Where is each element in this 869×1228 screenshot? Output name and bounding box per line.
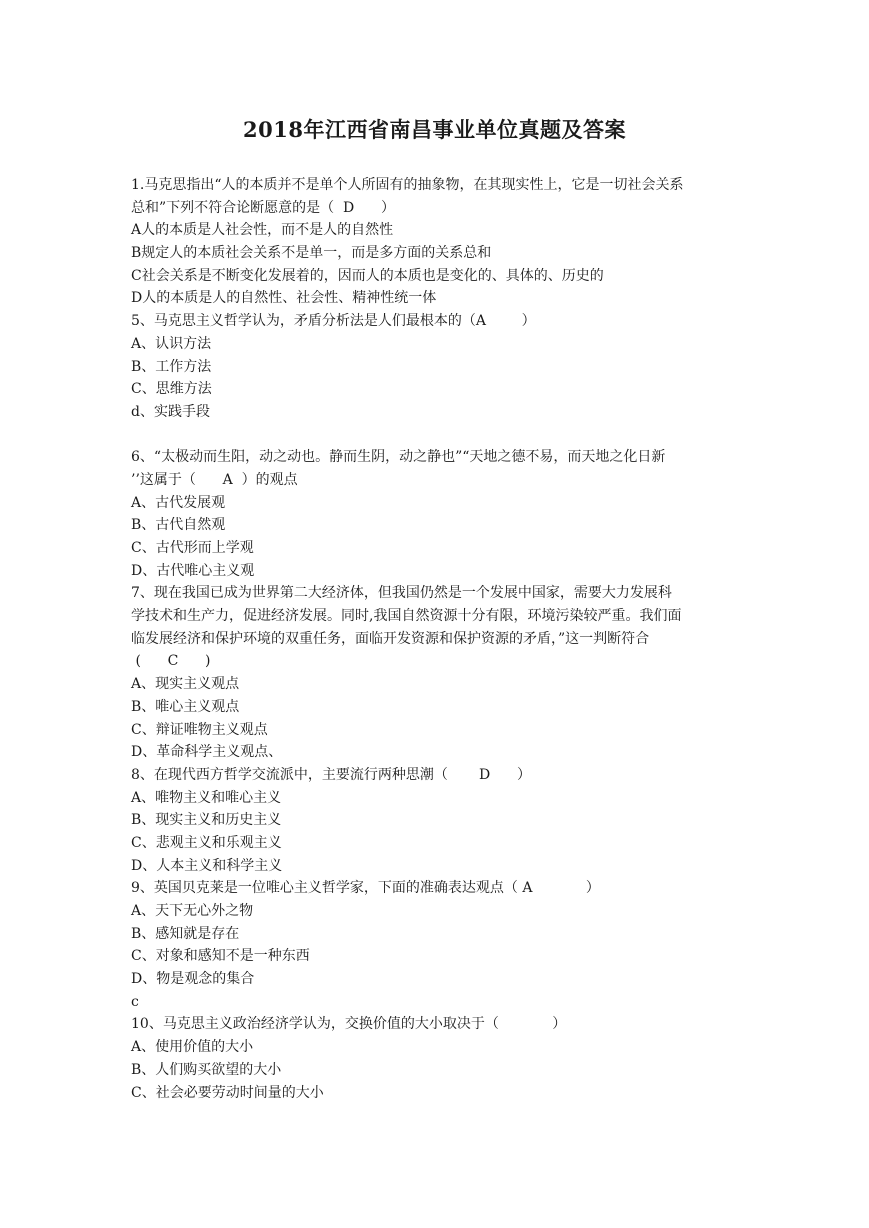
question-1-option-d: D人的本质是人的自然性、社会性、精神性统一体: [131, 290, 437, 307]
question-10-text: 10、马克思主义政治经济学认为，交换价值的大小取决于（ ）: [131, 1016, 567, 1033]
blank-line: [131, 424, 751, 447]
question-9-text: 9、英国贝克莱是一位唯心主义哲学家，下面的准确表达观点（ A ）: [131, 880, 600, 897]
question-5-option-a: A、认识方法: [131, 335, 212, 352]
question-8-text: 8、在现代西方哲学交流派中，主要流行两种思潮（ D ）: [131, 766, 531, 783]
question-5-option-d: d、实践手段: [131, 403, 210, 420]
question-1-option-c: C社会关系是不断变化发展着的，因而人的本质也是变化的、具体的、历史的: [131, 267, 604, 284]
question-9-option-a: A、天下无心外之物: [131, 903, 254, 919]
question-8-option-c: C、悲观主义和乐观主义: [131, 834, 282, 851]
question-6-text-line-2: ’’这属于（ A ）的观点: [131, 471, 298, 488]
question-8-option-d: D、人本主义和科学主义: [131, 857, 283, 874]
question-1-text-line-2: 总和”下列不符合论断愿意的是（ D ）: [131, 199, 395, 216]
question-9-option-b: B、感知就是存在: [131, 925, 240, 942]
question-7-text-line-1: 7、现在我国已成为世界第二大经济体，但我国仍然是一个发展中国家，需要大力发展科: [131, 585, 672, 602]
question-6-text-line-1: 6、“太极动而生阳，动之动也。静而生阴，动之静也”“天地之德不易，而天地之化日新: [131, 449, 666, 466]
question-7-text-line-3: 临发展经济和保护环境的双重任务，面临开发资源和保护资源的矛盾，”这一判断符合: [131, 630, 650, 647]
question-10-option-c: C、社会必要劳动时间量的大小: [131, 1084, 324, 1101]
question-1-option-a: A人的本质是人社会性，而不是人的自然性: [131, 222, 394, 239]
question-6-option-b: B、古代自然观: [131, 517, 226, 534]
question-9-option-d: D、物是观念的集合: [131, 971, 255, 988]
question-9-option-c: C、对象和感知不是一种东西: [131, 948, 310, 965]
question-5-option-c: C、思维方法: [131, 381, 212, 398]
question-7-option-b: B、唯心主义观点: [131, 698, 240, 715]
question-7-option-c: C、辩证唯物主义观点: [131, 721, 268, 738]
document-body: [131, 174, 751, 1104]
question-1-text-line-1: 1.马克思指出“人的本质并不是单个人所固有的抽象物，在其现实性上，它是一切社会关系: [131, 177, 684, 193]
question-8-option-a: A、唯物主义和唯心主义: [131, 789, 282, 806]
question-7-answer: ( C ): [131, 653, 211, 670]
question-5-text: 5、马克思主义哲学认为，矛盾分析法是人们最根本的（A ）: [131, 313, 536, 330]
question-8-option-b: B、现实主义和历史主义: [131, 812, 282, 829]
question-10-option-a: A、使用价值的大小: [131, 1039, 254, 1056]
question-1-option-b: B规定人的本质社会关系不是单一，而是多方面的关系总和: [131, 245, 492, 262]
question-7-option-d: D、革命科学主义观点、: [131, 744, 283, 761]
question-7-text-line-2: 学技术和生产力，促进经济发展。同时,我国自然资源十分有限，环境污染较严重。我们面: [131, 608, 682, 625]
stray-character: c: [131, 993, 139, 1010]
question-7-option-a: A、现实主义观点: [131, 676, 240, 693]
question-6-option-d: D、古代唯心主义观: [131, 562, 255, 579]
question-5-option-b: B、工作方法: [131, 358, 212, 375]
question-6-option-c: C、古代形而上学观: [131, 540, 254, 556]
question-6-option-a: A、古代发展观: [131, 494, 226, 511]
document-title: 2018年江西省南昌事业单位真题及答案: [243, 117, 626, 142]
question-10-option-b: B、人们购买欲望的大小: [131, 1061, 282, 1078]
